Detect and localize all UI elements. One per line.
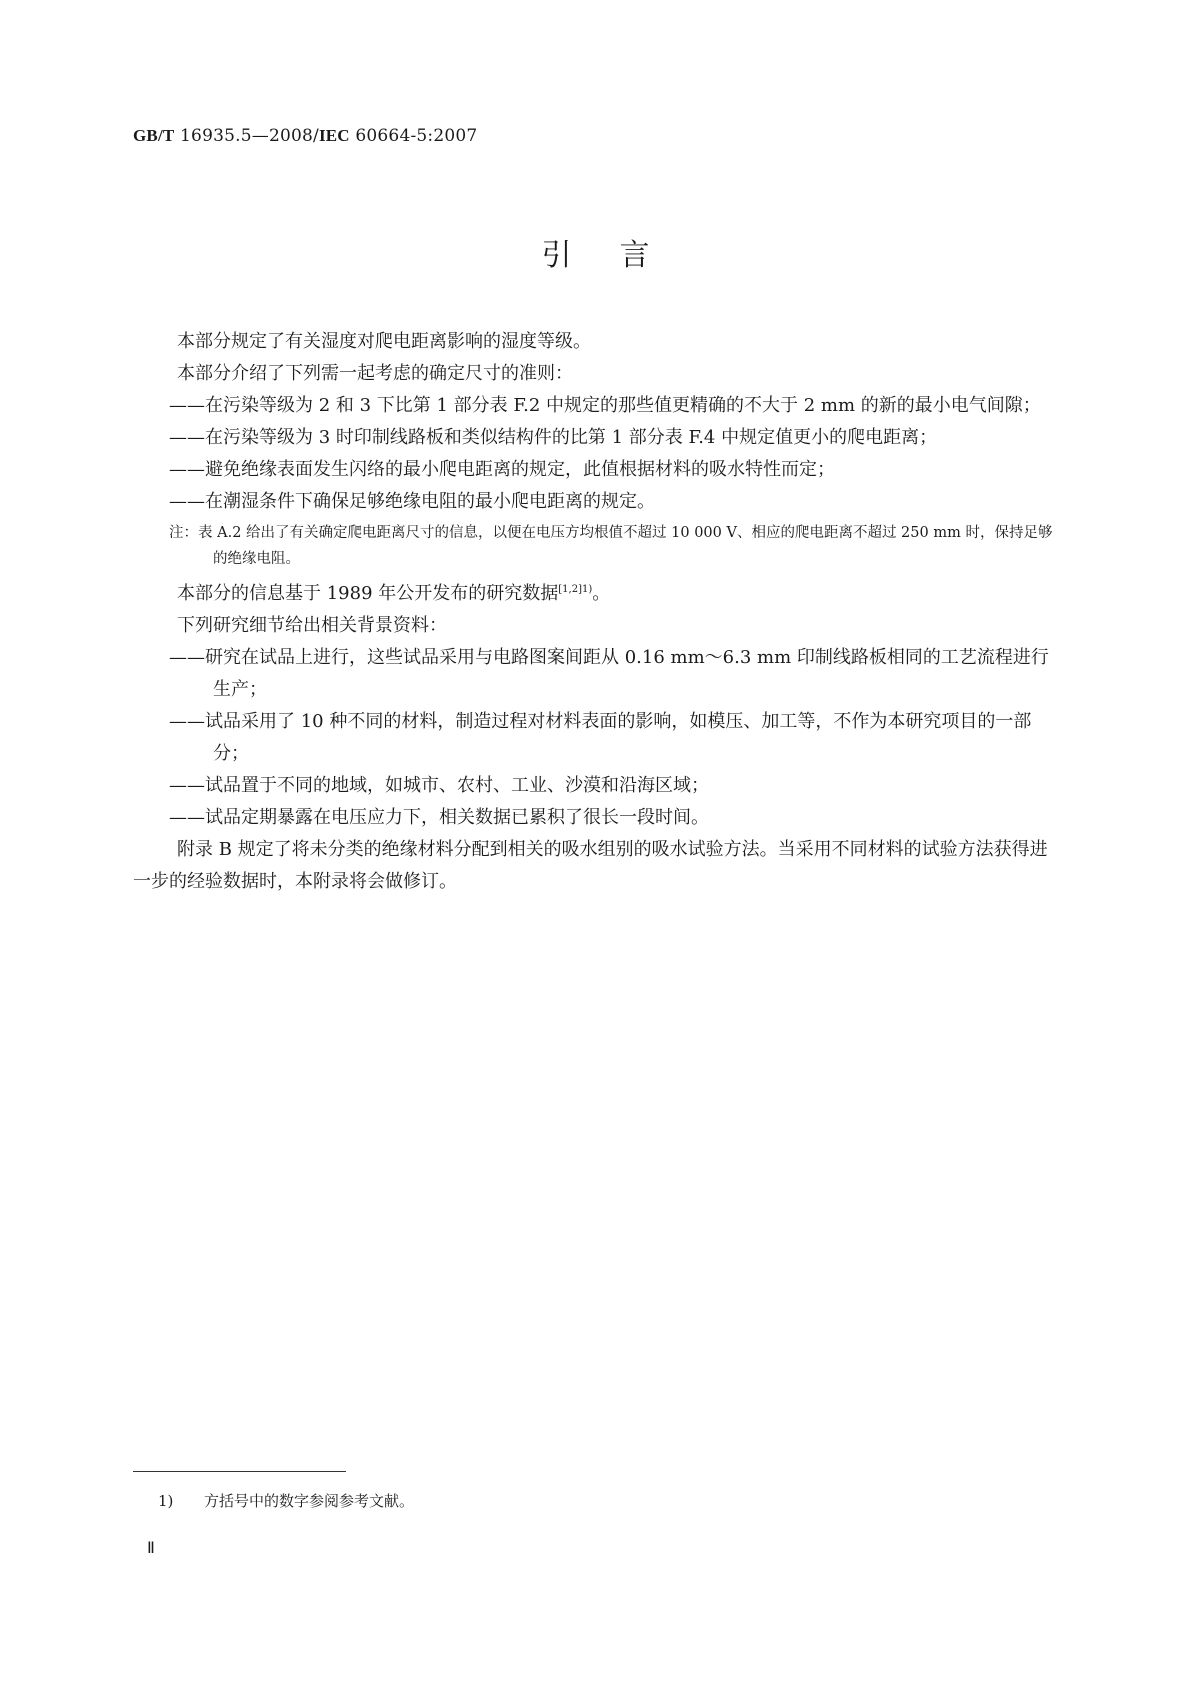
iec-code: 60664-5:2007 — [349, 126, 478, 146]
body-text — [133, 326, 1057, 898]
list-item: ——研究在试品上进行，这些试品采用与电路图案间距从 0.16 mm～6.3 mm 印制线路板相同的工艺流程进行生产； — [169, 647, 1049, 700]
document-header — [133, 126, 477, 146]
footnote-text: 方括号中的数字参阅参考文献。 — [204, 1492, 415, 1510]
list-item: ——试品定期暴露在电压应力下，相关数据已累积了很长一段时间。 — [169, 807, 709, 828]
section-title: 引言 — [541, 238, 698, 273]
list-item: ——在污染等级为 2 和 3 下比第 1 部分表 F.2 中规定的那些值更精确的不大于 2 mm 的新的最小电气间隙； — [169, 395, 1041, 416]
paragraph-with-citation — [133, 574, 1057, 610]
footnote-number: 1) — [158, 1492, 174, 1510]
list-item: ——在潮湿条件下确保足够绝缘电阻的最小爬电距离的规定。 — [169, 491, 655, 512]
citation-superscript: [1,2]1) — [558, 584, 593, 595]
page-number: Ⅱ — [147, 1540, 155, 1557]
note: 注：表 A.2 给出了有关确定爬电距离尺寸的信息，以便在电压方均根值不超过 10 000 V、相应的爬电距离不超过 250 mm 时，保持足够的绝缘电阻。 — [169, 525, 1053, 567]
list-item: ——避免绝缘表面发生闪络的最小爬电距离的规定，此值根据材料的吸水特性而定； — [169, 459, 835, 480]
footnote — [158, 1490, 414, 1511]
list-item: ——试品置于不同的地域，如城市、农村、工业、沙漠和沿海区域； — [169, 775, 709, 796]
paragraph: 本部分规定了有关湿度对爬电距离影响的湿度等级。 — [177, 331, 591, 352]
list-item: ——试品采用了 10 种不同的材料，制造过程对材料表面的影响，如模压、加工等，不作为本研究项目的一部分； — [169, 711, 1032, 764]
standard-code: 16935.5—2008/ — [174, 126, 319, 146]
standard-prefix: GB/T — [133, 126, 175, 145]
paragraph: 本部分介绍了下列需一起考虑的确定尺寸的准则： — [177, 363, 573, 384]
paragraph: 下列研究细节给出相关背景资料： — [177, 615, 447, 636]
list-item: ——在污染等级为 3 时印制线路板和类似结构件的比第 1 部分表 F.4 中规定值更小的爬电距离； — [169, 427, 938, 448]
paragraph: 附录 B 规定了将未分类的绝缘材料分配到相关的吸水组别的吸水试验方法。当采用不同材料的试验方法获得进一步的经验数据时，本附录将会做修订。 — [133, 839, 1048, 892]
citation-text: 本部分的信息基于 1989 年公开发布的研究数据 — [177, 583, 559, 604]
footnote-divider — [133, 1471, 346, 1472]
citation-tail: 。 — [592, 583, 611, 604]
iec-prefix: IEC — [318, 126, 350, 145]
